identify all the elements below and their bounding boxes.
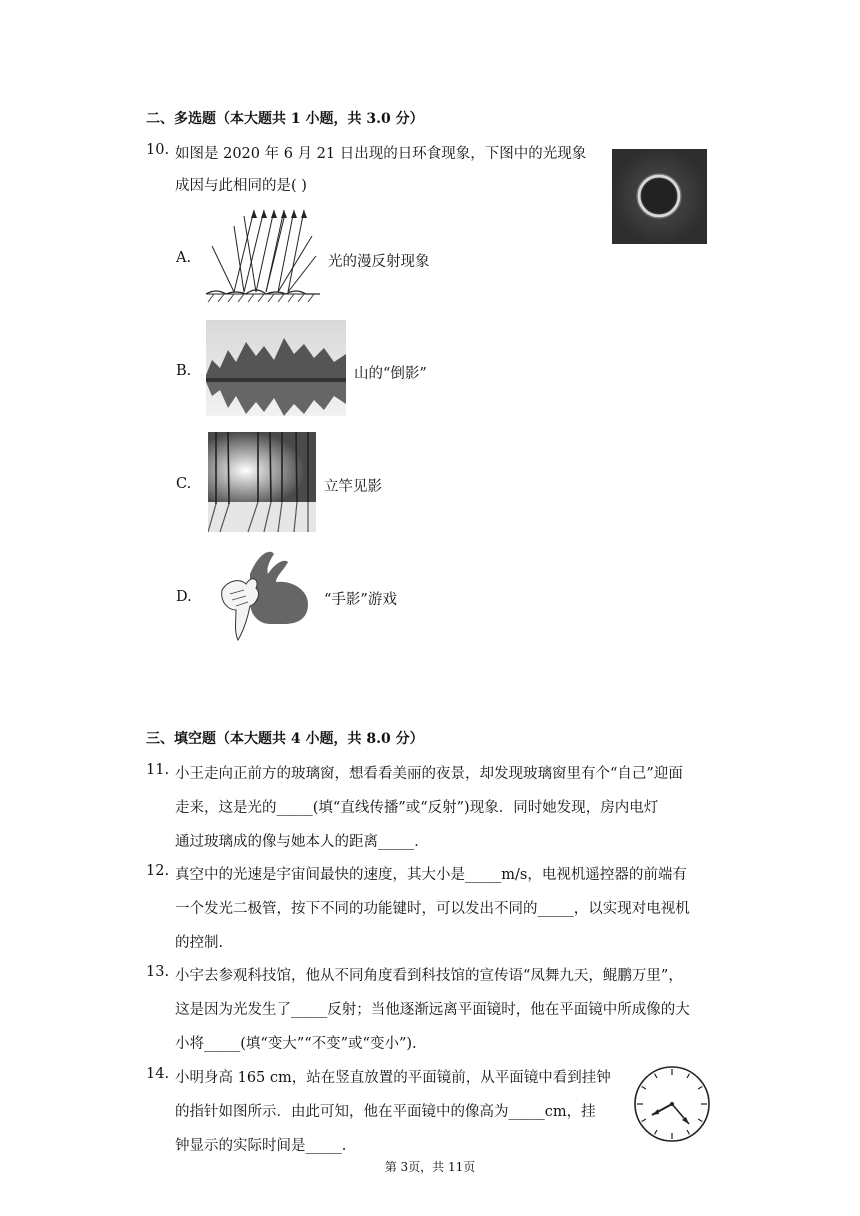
question-12-line-3: 的控制. [175,935,224,951]
option-d-letter: D. [176,589,192,605]
diffuse-reflection-diagram-icon [204,206,322,302]
question-13-line-3: 小将_____(填“变大”“不变”或“变小”). [175,1036,417,1052]
question-12-line-1: 真空中的光速是宇宙间最快的速度，其大小是_____m/s，电视机遥控器的前端有 [175,867,687,883]
tree-shadow-photo-icon [208,432,316,532]
question-14-line-3: 钟显示的实际时间是_____. [175,1138,347,1154]
question-13-line-2: 这是因为光发生了_____反射；当他逐渐远离平面镜时，他在平面镜中所成像的大 [175,1002,690,1018]
option-a-text: 光的漫反射现象 [328,254,430,270]
question-number-13: 13. [146,964,170,980]
option-d-text: “手影”游戏 [324,592,397,608]
question-14-line-2: 的指针如图所示．由此可知，他在平面镜中的像高为_____cm，挂 [175,1104,596,1120]
question-number-10: 10. [146,142,170,158]
question-number-14: 14. [146,1066,170,1082]
section-title-fill-in-blank: 三、填空题（本大题共 4 小题，共 8.0 分） [146,731,424,747]
option-a-letter: A. [176,250,192,266]
question-number-11: 11. [146,762,170,778]
hand-shadow-rabbit-icon [210,544,318,644]
question-11-line-3: 通过玻璃成的像与她本人的距离_____． [175,834,429,850]
option-b-letter: B. [176,363,192,379]
option-b-text: 山的“倒影” [354,366,427,382]
mountain-reflection-photo-icon [206,320,346,416]
question-11-line-1: 小王走向正前方的玻璃窗，想看看美丽的夜景，却发现玻璃窗里有个“自己”迎面 [175,766,683,782]
wall-clock-icon [632,1064,712,1144]
question-number-12: 12. [146,863,170,879]
question-12-line-2: 一个发光二极管，按下不同的功能键时，可以发出不同的_____，以实现对电视机 [175,901,690,917]
question-10-line-2: 成因与此相同的是( ) [175,178,307,194]
question-10-line-1: 如图是 2020 年 6 月 21 日出现的日环食现象，下图中的光现象 [175,146,587,162]
option-c-text: 立竿见影 [324,479,382,495]
section-title-multiple-choice: 二、多选题（本大题共 1 小题，共 3.0 分） [146,111,424,127]
question-11-line-2: 走来，这是光的_____(填“直线传播”或“反射”)现象．同时她发现，房内电灯 [175,800,659,816]
option-c-letter: C. [176,476,192,492]
question-13-line-1: 小宇去参观科技馆，他从不同角度看到科技馆的宣传语“凤舞九天，鲲鹏万里”， [175,968,683,984]
question-14-line-1: 小明身高 165 cm，站在竖直放置的平面镜前，从平面镜中看到挂钟 [175,1070,611,1086]
annular-eclipse-photo [612,149,707,244]
page-footer: 第 3页，共 11页 [384,1160,476,1174]
